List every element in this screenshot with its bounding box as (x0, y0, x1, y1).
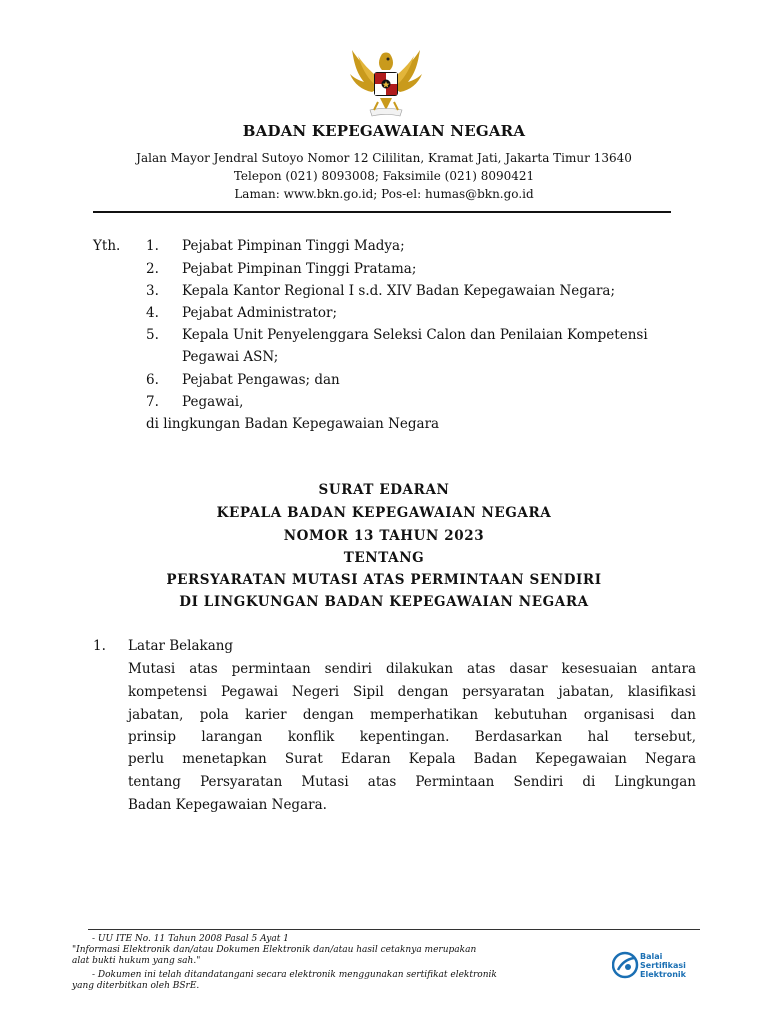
footer-note: - UU ITE No. 11 Tahun 2008 Pasal 5 Ayat 1 (92, 934, 289, 944)
paragraph-line: prinsip larangan konflik kepentingan. Berdasarkan hal tersebut, (128, 729, 696, 745)
bsre-line: Sertifikasi (640, 961, 686, 970)
section-number: 1. (93, 638, 106, 654)
title-line: PERSYARATAN MUTASI ATAS PERMINTAAN SENDIRI (166, 572, 602, 588)
recipient-text: Pejabat Pimpinan Tinggi Pratama; (182, 261, 417, 277)
bsre-line: Elektronik (640, 970, 686, 979)
footer-divider (88, 929, 700, 930)
footer-note: - Dokumen ini telah ditandatangani secara elektronik menggunakan sertifikat elektronik (92, 970, 497, 980)
recipient-text: Pejabat Administrator; (182, 305, 338, 321)
title-line: KEPALA BADAN KEPEGAWAIAN NEGARA (216, 505, 552, 521)
recipient-text: Pejabat Pengawas; dan (182, 372, 340, 388)
title-line: TENTANG (343, 550, 425, 566)
recipient-number: 6. (146, 372, 159, 388)
recipient-number: 5. (146, 327, 159, 343)
bsre-logo-text (640, 952, 686, 979)
title-line: NOMOR 13 TAHUN 2023 (283, 528, 485, 544)
org-name: BADAN KEPEGAWAIAN NEGARA (242, 122, 526, 140)
title-line: DI LINGKUNGAN BADAN KEPEGAWAIAN NEGARA (179, 594, 589, 610)
footer-note: "Informasi Elektronik dan/atau Dokumen Elektronik dan/atau hasil cetaknya merupakan (72, 945, 477, 955)
letterhead-divider (93, 211, 671, 213)
recipient-label: Yth. (93, 238, 121, 254)
bsre-line: Balai (640, 952, 663, 961)
paragraph-line: Badan Kepegawaian Negara. (128, 797, 327, 813)
recipient-number: 4. (146, 305, 159, 321)
recipient-closing: di lingkungan Badan Kepegawaian Negara (146, 416, 440, 432)
website-line: Laman: www.bkn.go.id; Pos-el: humas@bkn.go.id (234, 187, 534, 201)
phone-line: Telepon (021) 8093008; Faksimile (021) 8090421 (233, 169, 535, 183)
address-line: Jalan Mayor Jendral Sutoyo Nomor 12 Cililitan, Kramat Jati, Jakarta Timur 13640 (136, 151, 632, 165)
recipient-text: Kepala Kantor Regional I s.d. XIV Badan Kepegawaian Negara; (182, 283, 616, 299)
paragraph-line: Mutasi atas permintaan sendiri dilakukan atas dasar kesesuaian antara (128, 661, 696, 677)
garuda-emblem-icon (344, 44, 428, 124)
recipient-number: 7. (146, 394, 159, 410)
recipient-number: 1. (146, 238, 159, 254)
section-heading: Latar Belakang (128, 638, 234, 654)
recipient-number: 2. (146, 261, 159, 277)
recipient-text: Pegawai, (182, 394, 244, 410)
recipient-text: Kepala Unit Penyelenggara Seleksi Calon dan Penilaian Kompetensi (182, 327, 648, 343)
footer-note: yang diterbitkan oleh BSrE. (72, 981, 200, 991)
recipient-text: Pegawai ASN; (182, 349, 279, 365)
paragraph-line: kompetensi Pegawai Negeri Sipil dengan persyaratan jabatan, klasifikasi (128, 684, 696, 700)
paragraph-line: jabatan, pola karier dengan memperhatikan kebutuhan organisasi dan (128, 707, 696, 723)
footer-note: alat bukti hukum yang sah." (72, 956, 201, 966)
paragraph-line: perlu menetapkan Surat Edaran Kepala Badan Kepegawaian Negara (128, 751, 696, 767)
title-line: SURAT EDARAN (318, 482, 450, 498)
recipient-number: 3. (146, 283, 159, 299)
recipient-text: Pejabat Pimpinan Tinggi Madya; (182, 238, 405, 254)
paragraph-line: tentang Persyaratan Mutasi atas Permintaan Sendiri di Lingkungan (128, 774, 696, 790)
